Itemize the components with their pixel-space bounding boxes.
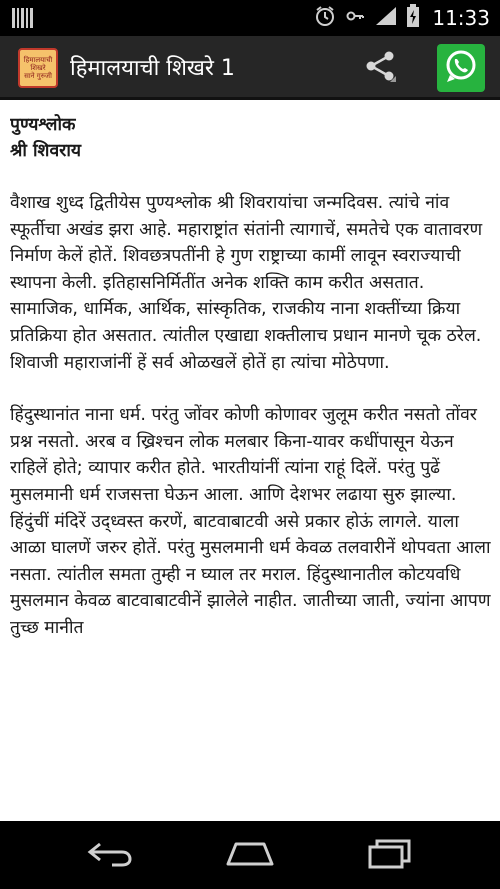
article-title-line-2: श्री शिवराय bbox=[10, 141, 82, 161]
app-logo-line-1: हिमालयाची bbox=[23, 56, 53, 64]
app-logo-line-3: साने गुरुजी bbox=[24, 72, 52, 80]
barcode-icon bbox=[12, 8, 34, 32]
whatsapp-icon bbox=[442, 47, 480, 89]
recents-icon bbox=[365, 837, 415, 873]
back-button[interactable] bbox=[70, 831, 150, 879]
share-icon bbox=[362, 48, 398, 88]
key-icon bbox=[344, 5, 366, 31]
article-title-line-1: पुण्यश्लोक bbox=[10, 115, 76, 135]
home-icon bbox=[224, 838, 276, 872]
clock-time: 11:33 bbox=[432, 6, 490, 30]
alarm-icon bbox=[314, 5, 336, 31]
app-logo[interactable] bbox=[18, 48, 58, 88]
back-icon bbox=[86, 838, 134, 872]
recents-button[interactable] bbox=[350, 831, 430, 879]
navigation-bar bbox=[0, 821, 500, 889]
paragraph-1: वैशाख शुध्द द्वितीयेस पुण्यश्लोक श्री शिवरायांचा जन्मदिवस. त्यांचे नांव स्फूर्तीचा अखंड झरा आहे. महाराष्ट्रांत संतांनी त्यागाचें, समतेचे एक वातावरण निर्माण केलें होतें. शिवछत्रपतींनी हे गुण राष्ट्राच्या कामीं लावून स्वराज्याची स्थापना केली. इतिहासनिर्मितींत अनेक शक्ति काम करीत असतात. सामाजिक, धार्मिक, आर्थिक, सांस्कृतिक, राजकीय नाना शक्तींच्या क्रिया प्रतिक्रिया होत असतात. त्यांतील एखाद्या शक्तीलाच प्रधान मानणे चूक ठरेल. शिवाजी महाराजांनीं हें सर्व ओळखलें होतें हा त्यांचा मोठेपणा. bbox=[10, 193, 483, 373]
signal-icon bbox=[374, 5, 398, 31]
battery-icon bbox=[406, 4, 420, 32]
status-bar bbox=[0, 0, 500, 36]
paragraph-2: हिंदुस्थानांत नाना धर्म. परंतु जोंवर कोणी कोणावर जुलूम करीत नसतो तोंवर प्रश्न नसतो. अरब व ख्रिश्चन लोक मलबार किना-यावर कधींपासून येऊन राहिलें होते; व्यापार करीत होते. भारतीयांनीं त्यांना राहूं दिलें. परंतु पुढें मुसलमानी धर्म राजसत्ता घेऊन आला. आणि देशभर लढाया सुरु झाल्या. हिंदुंचीं मंदिरें उद्ध्वस्त करणें, बाटवाबाटवी असे प्रकार होऊं लागले. याला आळा घालणें जरुर होतें. परंतु मुसलमानी धर्म केवळ तलवारीनें थोपवता आला नसता. त्यांतील समता तुम्ही न घ्याल तर मराल. हिंदुस्थानातील कोटयवधि मुसलमान केवळ बाटवाबाटवीनें झालेले नाहीत. जातीच्या जाती, ज्यांना आपण तुच्छ मानीत bbox=[10, 405, 491, 638]
article-content[interactable] bbox=[10, 112, 492, 820]
whatsapp-button[interactable] bbox=[437, 44, 485, 92]
app-logo-line-2: शिखरे bbox=[30, 64, 46, 72]
app-title: हिमालयाची शिखरे 1 bbox=[70, 56, 235, 81]
home-button[interactable] bbox=[210, 831, 290, 879]
action-bar bbox=[0, 36, 500, 100]
share-button[interactable] bbox=[352, 42, 408, 94]
